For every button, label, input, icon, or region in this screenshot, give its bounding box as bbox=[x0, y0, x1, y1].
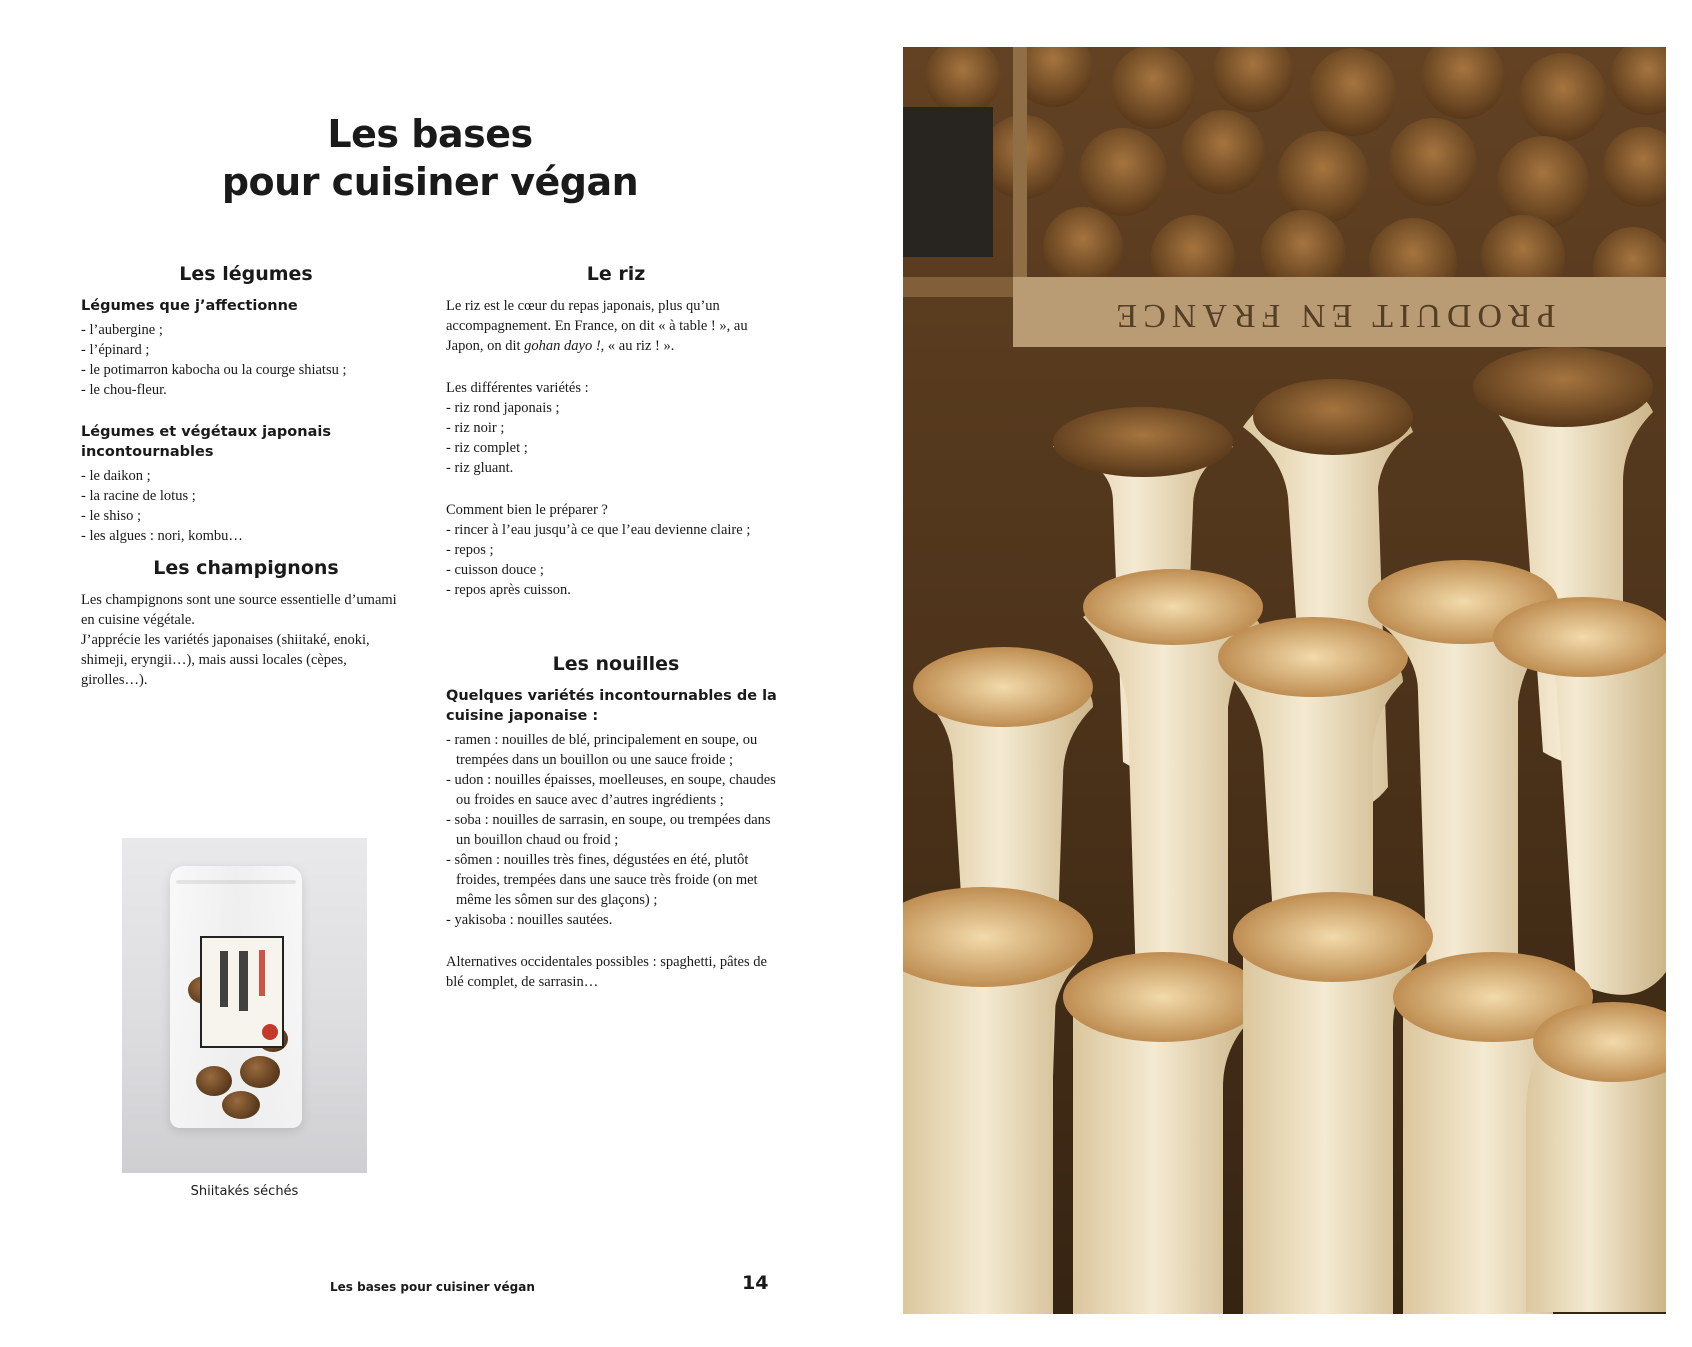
running-title: Les bases pour cuisiner végan bbox=[330, 1280, 535, 1294]
list-item: - repos après cuisson. bbox=[446, 580, 786, 600]
package-label bbox=[200, 936, 284, 1048]
page-title bbox=[150, 110, 710, 206]
section-riz bbox=[446, 262, 786, 600]
right-column bbox=[446, 262, 786, 992]
list-item: - sômen : nouilles très fines, dégustées en été, plutôt froides, trempées dans une sauce très froide (on met même les sômen sur des glaçons) ; bbox=[446, 850, 786, 910]
noodle-varieties-list bbox=[446, 730, 786, 930]
section-champignons bbox=[81, 556, 411, 690]
favorite-vegetables-list bbox=[81, 320, 411, 400]
list-item: - ramen : nouilles de blé, principalement en soupe, ou trempées dans un bouillon ou une sauce froide ; bbox=[446, 730, 786, 770]
riz-intro-emphasis: gohan dayo ! bbox=[524, 338, 601, 354]
list-item: - riz complet ; bbox=[446, 438, 786, 458]
list-item: - l’épinard ; bbox=[81, 340, 411, 360]
list-item: - yakisoba : nouilles sautées. bbox=[446, 910, 786, 930]
list-item: - le potimarron kabocha ou la courge shiatsu ; bbox=[81, 360, 411, 380]
list-item: - le chou-fleur. bbox=[81, 380, 411, 400]
list-item: - repos ; bbox=[446, 540, 786, 560]
section-heading-champignons: Les champignons bbox=[153, 557, 339, 579]
subheading-noodle-varieties: Quelques variétés incontournables de la cuisine japonaise : bbox=[446, 688, 777, 724]
riz-varieties-list bbox=[446, 398, 786, 478]
section-heading-legumes: Les légumes bbox=[179, 263, 313, 285]
subheading-japanese-vegetables: Légumes et végétaux japonais incontournables bbox=[81, 424, 331, 460]
list-item: - riz noir ; bbox=[446, 418, 786, 438]
riz-intro-start: Le riz est le cœur du repas japonais, plus qu’un accompagnement. En France, on dit « à table ! », au Japon, on dit bbox=[446, 298, 748, 354]
list-item: - l’aubergine ; bbox=[81, 320, 411, 340]
list-item: - riz rond japonais ; bbox=[446, 398, 786, 418]
champignons-paragraph-2: J’apprécie les variétés japonaises (shiitaké, enoki, shimeji, eryngii…), mais aussi locales (cèpes, girolles…). bbox=[81, 632, 370, 688]
list-item: - les algues : nori, kombu… bbox=[81, 526, 411, 546]
list-item: - riz gluant. bbox=[446, 458, 786, 478]
dried-shiitake-photo bbox=[122, 838, 367, 1173]
list-item: - le shiso ; bbox=[81, 506, 411, 526]
riz-intro-end: , « au riz ! ». bbox=[600, 338, 675, 354]
list-item: - udon : nouilles épaisses, moelleuses, en soupe, chaudes ou froides en sauce avec d’autres ingrédients ; bbox=[446, 770, 786, 810]
list-item: - rincer à l’eau jusqu’à ce que l’eau devienne claire ; bbox=[446, 520, 786, 540]
section-legumes bbox=[81, 262, 411, 546]
list-item: - la racine de lotus ; bbox=[81, 486, 411, 506]
list-item: - le daikon ; bbox=[81, 466, 411, 486]
noodle-alternatives: Alternatives occidentales possibles : spaghetti, pâtes de blé complet, de sarrasin… bbox=[446, 954, 767, 990]
riz-prep-list bbox=[446, 520, 786, 600]
king-oyster-mushrooms-photo bbox=[903, 47, 1666, 1314]
list-item: - soba : nouilles de sarrasin, en soupe, ou trempées dans un bouillon chaud ou froid ; bbox=[446, 810, 786, 850]
list-item: - cuisson douce ; bbox=[446, 560, 786, 580]
section-heading-nouilles: Les nouilles bbox=[552, 653, 680, 675]
page-number: 14 bbox=[742, 1272, 769, 1294]
riz-prep-label: Comment bien le préparer ? bbox=[446, 502, 608, 518]
page-title-line-2: pour cuisiner végan bbox=[221, 160, 639, 204]
page-title-line-1: Les bases bbox=[327, 112, 533, 156]
subheading-favorite-vegetables: Légumes que j’affectionne bbox=[81, 298, 298, 314]
photo-caption: Shiitakés séchés bbox=[190, 1184, 299, 1199]
shiitake-bag bbox=[170, 866, 302, 1128]
left-column bbox=[81, 262, 411, 690]
champignons-paragraph-1: Les champignons sont une source essentielle d’umami en cuisine végétale. bbox=[81, 592, 397, 628]
japanese-vegetables-list bbox=[81, 466, 411, 546]
mushroom-illustration bbox=[903, 47, 1666, 1314]
section-heading-riz: Le riz bbox=[586, 263, 646, 285]
riz-varieties-label: Les différentes variétés : bbox=[446, 380, 589, 396]
riz-intro bbox=[446, 296, 786, 356]
section-nouilles bbox=[446, 652, 786, 992]
